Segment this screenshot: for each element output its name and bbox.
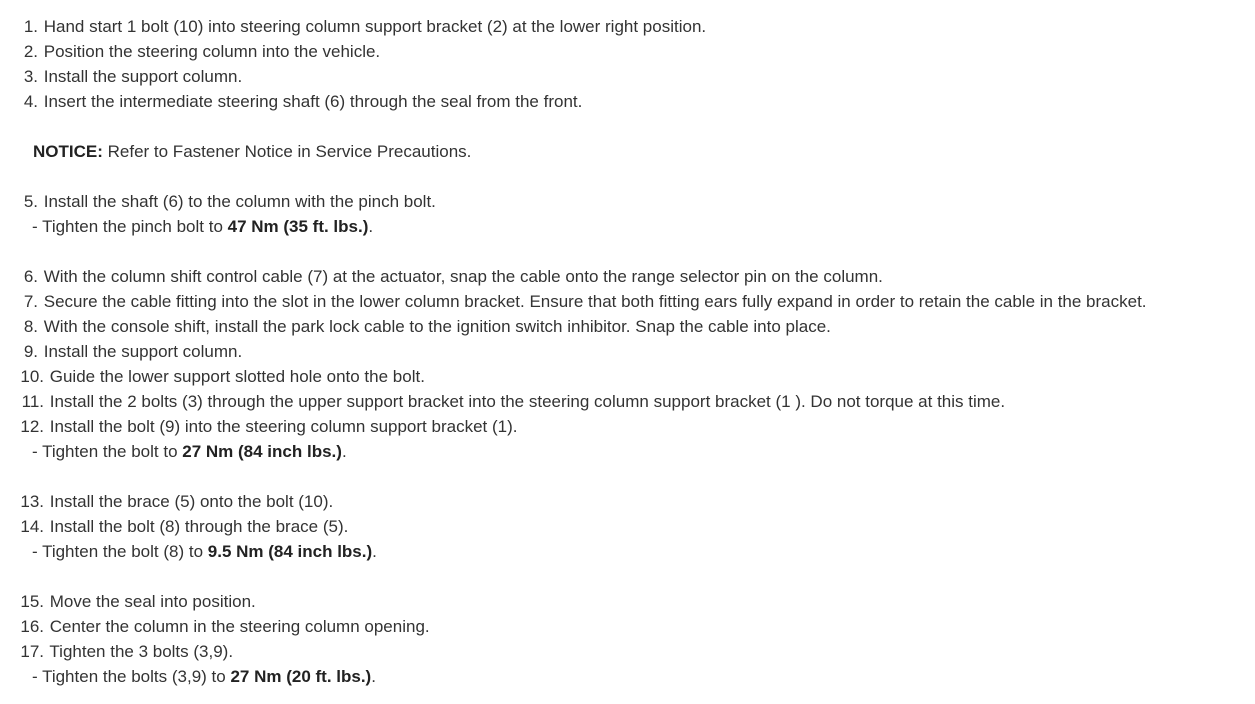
step-text: Install the bolt (9) into the steering column support bracket (1). — [49, 417, 518, 436]
torque-suffix: . — [371, 667, 376, 686]
step-number: 16. — [20, 617, 44, 636]
step-17 — [0, 639, 1255, 664]
step-10 — [0, 364, 1255, 389]
torque-value: 27 Nm (20 ft. lbs.) — [230, 667, 372, 686]
torque-suffix: . — [372, 542, 377, 561]
step-number: 8. — [23, 317, 38, 336]
step-text: With the console shift, install the park lock cable to the ignition switch inhibitor. Snap the cable into place. — [43, 317, 831, 336]
step-13 — [0, 489, 1255, 514]
notice-text: Refer to Fastener Notice in Service Precautions. — [102, 142, 472, 161]
step-number: 17. — [20, 642, 44, 661]
step-12 — [0, 414, 1255, 439]
torque-spec — [0, 664, 1255, 689]
torque-spec — [0, 439, 1255, 464]
step-text: Secure the cable fitting into the slot in the lower column bracket. Ensure that both fitting ears fully expand in order to retain the cable in the bracket. — [43, 292, 1147, 311]
step-number: 7. — [23, 292, 38, 311]
step-number: 2. — [23, 42, 38, 61]
spacer — [0, 464, 1255, 489]
step-number: 9. — [23, 342, 38, 361]
torque-value: 9.5 Nm (84 inch lbs.) — [207, 542, 373, 561]
torque-value: 27 Nm (84 inch lbs.) — [182, 442, 342, 461]
step-7 — [0, 289, 1255, 314]
step-number: 10. — [20, 367, 44, 386]
step-text: Hand start 1 bolt (10) into steering column support bracket (2) at the lower right position. — [43, 17, 707, 36]
step-14 — [0, 514, 1255, 539]
step-text: Move the seal into position. — [49, 592, 256, 611]
torque-prefix: - Tighten the pinch bolt to — [32, 217, 228, 236]
spacer — [0, 239, 1255, 264]
step-2 — [0, 39, 1255, 64]
torque-spec — [0, 214, 1255, 239]
spacer — [0, 564, 1255, 589]
torque-spec — [0, 539, 1255, 564]
step-number: 15. — [20, 592, 44, 611]
step-text: Install the 2 bolts (3) through the upper support bracket into the steering column support bracket (1 ). Do not torque at this time. — [49, 392, 1006, 411]
step-number: 14. — [20, 517, 44, 536]
step-text: Insert the intermediate steering shaft (6) through the seal from the front. — [43, 92, 583, 111]
step-number: 1. — [23, 17, 38, 36]
step-number: 3. — [23, 67, 38, 86]
torque-value: 47 Nm (35 ft. lbs.) — [227, 217, 369, 236]
step-number: 12. — [20, 417, 44, 436]
step-text: Install the shaft (6) to the column with the pinch bolt. — [43, 192, 436, 211]
step-number: 4. — [23, 92, 38, 111]
step-11 — [0, 389, 1255, 414]
step-1 — [0, 14, 1255, 39]
step-3 — [0, 64, 1255, 89]
step-text: Install the support column. — [43, 342, 243, 361]
step-text: Position the steering column into the vehicle. — [43, 42, 381, 61]
step-text: With the column shift control cable (7) at the actuator, snap the cable onto the range selector pin on the column. — [43, 267, 883, 286]
torque-suffix: . — [341, 442, 347, 461]
torque-prefix: - Tighten the bolt (8) to — [32, 542, 208, 561]
step-text: Tighten the 3 bolts (3,9). — [49, 642, 234, 661]
step-text: Install the bolt (8) through the brace (5). — [49, 517, 349, 536]
step-15 — [0, 589, 1255, 614]
step-number: 11. — [21, 392, 44, 411]
step-4 — [0, 89, 1255, 114]
step-text: Install the support column. — [43, 67, 243, 86]
step-5 — [0, 189, 1255, 214]
step-9 — [0, 339, 1255, 364]
notice — [0, 139, 1255, 164]
notice-label: NOTICE: — [33, 142, 103, 161]
step-text: Install the brace (5) onto the bolt (10). — [49, 492, 334, 511]
step-8 — [0, 314, 1255, 339]
spacer — [0, 164, 1255, 189]
step-text: Center the column in the steering column opening. — [49, 617, 430, 636]
torque-prefix: - Tighten the bolts (3,9) to — [32, 667, 231, 686]
step-number: 5. — [23, 192, 38, 211]
step-number: 13. — [20, 492, 44, 511]
spacer — [0, 114, 1255, 139]
torque-suffix: . — [368, 217, 374, 236]
step-text: Guide the lower support slotted hole onto the bolt. — [49, 367, 425, 386]
step-6 — [0, 264, 1255, 289]
step-number: 6. — [23, 267, 38, 286]
step-16 — [0, 614, 1255, 639]
torque-prefix: - Tighten the bolt to — [32, 442, 183, 461]
